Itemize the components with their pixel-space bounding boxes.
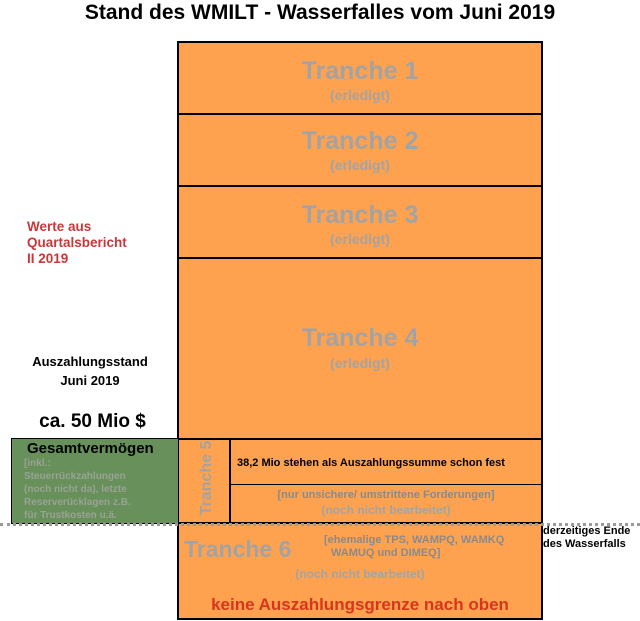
tranche-6-bracket-line2: WAMUQ und DIMEQ]	[331, 547, 441, 559]
tranche-3-block	[177, 185, 543, 259]
assets-line2: Steuerrückzahlungen	[24, 471, 126, 482]
assets-line1: [inkl.:	[24, 458, 51, 469]
source-note-line1: Werte aus	[27, 219, 92, 234]
assets-line4: Reserverücklagen z.B.	[24, 497, 131, 508]
tranche-4-status: (erledigt)	[330, 355, 390, 371]
waterfall-end-label-line1: derzeitiges Ende	[543, 525, 631, 537]
assets-box	[11, 438, 179, 524]
tranche-3-status: (erledigt)	[330, 231, 390, 247]
tranche-5-block	[177, 438, 543, 524]
tranche-3-name: Tranche 3	[301, 201, 419, 229]
tranche-2-block	[177, 113, 543, 187]
source-note-line2: Quartalsbericht	[27, 235, 127, 250]
tranche-6-bracket-line1: [ehemalige TPS, WAMPQ, WAMKQ	[324, 534, 505, 546]
tranche-6-status: (noch nicht bearbeitet)	[295, 567, 425, 581]
tranche-4-block	[177, 257, 543, 440]
tranche-6-name: Tranche 6	[184, 536, 292, 562]
assets-title: Gesamtvermögen	[27, 440, 154, 457]
assets-line5: für Trustkosten u.ä.	[24, 510, 117, 521]
source-note-line3: II 2019	[27, 251, 69, 266]
tranche-4-name: Tranche 4	[301, 324, 419, 352]
tranche-5-divider-horizontal	[231, 484, 541, 485]
waterfall-end-label-line2: des Wasserfalls	[543, 538, 626, 550]
tranche-5-pending-line2: (noch nicht bearbeitet)	[321, 503, 451, 517]
tranche-6-block	[177, 522, 543, 620]
tranche-5-fixed-text: 38,2 Mio stehen als Auszahlungssumme schon fest	[237, 457, 505, 469]
tranche-2-status: (erledigt)	[330, 157, 390, 173]
tranche-2-name: Tranche 2	[301, 127, 419, 155]
tranche-6-limit-text: keine Auszahlungsgrenze nach oben	[211, 595, 509, 614]
payout-status-line2: Juni 2019	[60, 373, 120, 388]
tranche-1-name: Tranche 1	[301, 57, 419, 85]
tranche-5-name: Tranche 5	[198, 440, 215, 516]
tranche-5-pending-line1: [nur unsichere/ umstrittene Forderungen]	[277, 489, 495, 501]
assets-line3: (noch nicht da), letzte	[24, 484, 127, 495]
tranche-5-name-wrap	[193, 440, 221, 524]
page-title: Stand des WMILT - Wasserfalles vom Juni 2019	[84, 1, 556, 24]
payout-status-line1: Auszahlungsstand	[32, 354, 148, 369]
payout-amount: ca. 50 Mio $	[39, 411, 146, 432]
tranche-1-block	[177, 41, 543, 115]
tranche-1-status: (erledigt)	[330, 87, 390, 103]
